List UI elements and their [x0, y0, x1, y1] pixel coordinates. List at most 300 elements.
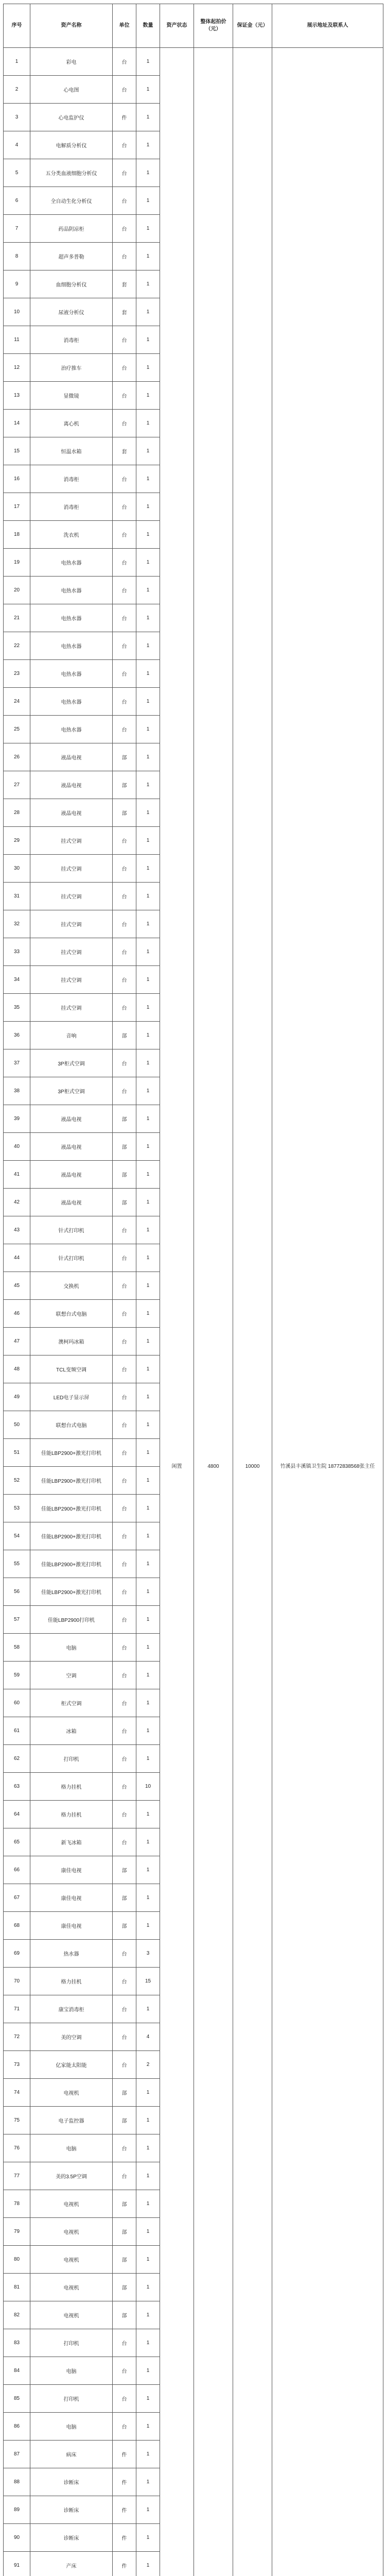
asset-table-body	[4, 48, 383, 2576]
cell-index: 11	[4, 326, 30, 354]
cell-quantity: 1	[136, 382, 160, 410]
cell-unit: 台	[113, 493, 136, 521]
cell-asset-name: 电热水器	[30, 604, 113, 632]
cell-index: 82	[4, 2301, 30, 2329]
cell-index: 49	[4, 1383, 30, 1411]
cell-unit: 台	[113, 1662, 136, 1689]
cell-quantity: 1	[136, 549, 160, 577]
cell-unit: 台	[113, 410, 136, 437]
cell-asset-name: 电视机	[30, 2246, 113, 2274]
cell-unit: 部	[113, 2246, 136, 2274]
cell-index: 86	[4, 2413, 30, 2441]
table-row	[4, 48, 383, 76]
cell-index: 61	[4, 1717, 30, 1745]
cell-index: 18	[4, 521, 30, 549]
cell-unit: 台	[113, 1244, 136, 1272]
cell-unit: 台	[113, 632, 136, 660]
cell-quantity: 1	[136, 771, 160, 799]
cell-index: 54	[4, 1522, 30, 1550]
cell-quantity: 1	[136, 2413, 160, 2441]
cell-asset-name: 针式打印机	[30, 1216, 113, 1244]
cell-quantity: 1	[136, 1161, 160, 1189]
cell-unit: 台	[113, 1383, 136, 1411]
cell-unit: 台	[113, 2385, 136, 2413]
cell-asset-name: 离心机	[30, 410, 113, 437]
cell-asset-name: 电脑	[30, 1634, 113, 1662]
cell-asset-name: 美的3.5P空调	[30, 2162, 113, 2190]
cell-index: 58	[4, 1634, 30, 1662]
cell-asset-name: 热水器	[30, 1940, 113, 1968]
cell-unit: 台	[113, 2329, 136, 2357]
cell-asset-name: 液晶电视	[30, 1133, 113, 1161]
cell-quantity: 1	[136, 1884, 160, 1912]
cell-index: 73	[4, 2051, 30, 2079]
cell-index: 37	[4, 1049, 30, 1077]
cell-unit: 部	[113, 1105, 136, 1133]
cell-unit: 部	[113, 1161, 136, 1189]
cell-unit: 台	[113, 1940, 136, 1968]
cell-asset-name: 血细胞分析仪	[30, 270, 113, 298]
cell-unit: 部	[113, 2079, 136, 2107]
cell-quantity: 1	[136, 1189, 160, 1216]
cell-unit: 台	[113, 604, 136, 632]
cell-index: 35	[4, 994, 30, 1022]
cell-index: 74	[4, 2079, 30, 2107]
cell-quantity: 1	[136, 716, 160, 743]
cell-index: 55	[4, 1550, 30, 1578]
cell-unit: 台	[113, 1272, 136, 1300]
cell-asset-name: 康佳电视	[30, 1884, 113, 1912]
cell-asset-name: 洗衣机	[30, 521, 113, 549]
cell-asset-name: 打印机	[30, 1745, 113, 1773]
cell-asset-name: 康佳电视	[30, 1912, 113, 1940]
cell-unit: 台	[113, 521, 136, 549]
cell-asset-name: 产床	[30, 2552, 113, 2576]
cell-index: 52	[4, 1467, 30, 1495]
cell-quantity: 1	[136, 1828, 160, 1856]
cell-quantity: 1	[136, 465, 160, 493]
cell-index: 91	[4, 2552, 30, 2576]
cell-unit: 台	[113, 1606, 136, 1634]
cell-unit: 台	[113, 2413, 136, 2441]
cell-quantity: 1	[136, 577, 160, 604]
cell-index: 90	[4, 2524, 30, 2552]
cell-index: 33	[4, 938, 30, 966]
header-row	[4, 4, 383, 48]
cell-index: 69	[4, 1940, 30, 1968]
cell-unit: 台	[113, 938, 136, 966]
cell-asset-name: 格力挂机	[30, 1801, 113, 1828]
cell-index: 65	[4, 1828, 30, 1856]
cell-unit: 件	[113, 2524, 136, 2552]
asset-table	[3, 4, 383, 2576]
cell-index: 38	[4, 1077, 30, 1105]
cell-asset-name: 液晶电视	[30, 1161, 113, 1189]
cell-quantity: 1	[136, 1133, 160, 1161]
cell-asset-name: 格力挂机	[30, 1773, 113, 1801]
cell-quantity: 1	[136, 994, 160, 1022]
cell-asset-name: 空调	[30, 1662, 113, 1689]
cell-index: 62	[4, 1745, 30, 1773]
cell-quantity: 1	[136, 2107, 160, 2134]
cell-unit: 台	[113, 966, 136, 994]
cell-index: 6	[4, 187, 30, 215]
cell-unit: 台	[113, 549, 136, 577]
cell-index: 42	[4, 1189, 30, 1216]
cell-index: 68	[4, 1912, 30, 1940]
cell-unit: 台	[113, 159, 136, 187]
cell-index: 4	[4, 131, 30, 159]
asset-list-sheet	[3, 4, 383, 2576]
cell-unit: 台	[113, 382, 136, 410]
cell-quantity: 1	[136, 1077, 160, 1105]
cell-quantity: 1	[136, 2385, 160, 2413]
cell-asset-name: 交换机	[30, 1272, 113, 1300]
cell-asset-name: 诊断床	[30, 2468, 113, 2496]
cell-asset-name: 彩电	[30, 48, 113, 76]
cell-unit: 台	[113, 883, 136, 910]
cell-quantity: 1	[136, 48, 160, 76]
cell-unit: 台	[113, 2023, 136, 2051]
header-asset-name: 资产名称	[30, 4, 113, 48]
cell-quantity: 3	[136, 1940, 160, 1968]
cell-index: 67	[4, 1884, 30, 1912]
cell-index: 25	[4, 716, 30, 743]
cell-quantity: 1	[136, 827, 160, 855]
cell-unit: 台	[113, 1216, 136, 1244]
cell-quantity: 1	[136, 604, 160, 632]
cell-index: 40	[4, 1133, 30, 1161]
cell-quantity: 1	[136, 2190, 160, 2218]
cell-asset-name: 挂式空调	[30, 855, 113, 883]
cell-asset-name: 液晶电视	[30, 771, 113, 799]
cell-quantity: 1	[136, 883, 160, 910]
cell-quantity: 1	[136, 1689, 160, 1717]
cell-index: 3	[4, 104, 30, 131]
cell-index: 17	[4, 493, 30, 521]
cell-index: 5	[4, 159, 30, 187]
cell-unit: 部	[113, 2301, 136, 2329]
cell-asset-name: LED电子显示屏	[30, 1383, 113, 1411]
cell-index: 28	[4, 799, 30, 827]
cell-unit: 台	[113, 688, 136, 716]
cell-index: 19	[4, 549, 30, 577]
cell-index: 72	[4, 2023, 30, 2051]
cell-index: 50	[4, 1411, 30, 1439]
cell-asset-name: 康宝消毒柜	[30, 1995, 113, 2023]
cell-asset-name: 液晶电视	[30, 799, 113, 827]
cell-quantity: 1	[136, 1495, 160, 1522]
cell-quantity: 2	[136, 2051, 160, 2079]
cell-asset-name: 佳能LBP2900+激光打印机	[30, 1467, 113, 1495]
cell-unit: 台	[113, 2162, 136, 2190]
cell-asset-name: 3P柜式空调	[30, 1049, 113, 1077]
cell-unit: 部	[113, 2218, 136, 2246]
cell-quantity: 1	[136, 104, 160, 131]
cell-asset-name: 挂式空调	[30, 910, 113, 938]
cell-index: 70	[4, 1968, 30, 1995]
cell-quantity: 1	[136, 2441, 160, 2468]
cell-unit: 台	[113, 1634, 136, 1662]
cell-index: 31	[4, 883, 30, 910]
cell-unit: 台	[113, 716, 136, 743]
cell-asset-name: 心电监护仪	[30, 104, 113, 131]
cell-index: 57	[4, 1606, 30, 1634]
cell-unit: 台	[113, 76, 136, 104]
cell-asset-name: 电解质分析仪	[30, 131, 113, 159]
cell-asset-name: 病床	[30, 2441, 113, 2468]
cell-unit: 台	[113, 48, 136, 76]
cell-index: 15	[4, 437, 30, 465]
cell-quantity: 1	[136, 1912, 160, 1940]
cell-deposit: 10000	[233, 48, 272, 2576]
cell-index: 46	[4, 1300, 30, 1328]
cell-asset-name: 电热水器	[30, 549, 113, 577]
cell-quantity: 1	[136, 76, 160, 104]
cell-quantity: 1	[136, 410, 160, 437]
cell-asset-name: 亿家能太阳能	[30, 2051, 113, 2079]
cell-unit: 台	[113, 1495, 136, 1522]
cell-index: 14	[4, 410, 30, 437]
cell-asset-name: 针式打印机	[30, 1244, 113, 1272]
cell-index: 13	[4, 382, 30, 410]
cell-index: 56	[4, 1578, 30, 1606]
cell-asset-name: 新飞冰箱	[30, 1828, 113, 1856]
cell-unit: 台	[113, 1077, 136, 1105]
cell-quantity: 1	[136, 1662, 160, 1689]
cell-quantity: 1	[136, 910, 160, 938]
cell-unit: 台	[113, 2051, 136, 2079]
cell-asset-name: 挂式空调	[30, 938, 113, 966]
cell-asset-status: 闲置	[160, 48, 194, 2576]
cell-asset-name: 电视机	[30, 2190, 113, 2218]
cell-index: 48	[4, 1355, 30, 1383]
cell-asset-name: 治疗推车	[30, 354, 113, 382]
cell-unit: 台	[113, 1995, 136, 2023]
cell-unit: 套	[113, 270, 136, 298]
cell-unit: 台	[113, 326, 136, 354]
cell-quantity: 1	[136, 1856, 160, 1884]
cell-asset-name: 电子监控器	[30, 2107, 113, 2134]
cell-index: 59	[4, 1662, 30, 1689]
cell-asset-name: 挂式空调	[30, 827, 113, 855]
cell-quantity: 1	[136, 1049, 160, 1077]
cell-asset-name: 佳能LBP2900+激光打印机	[30, 1578, 113, 1606]
cell-index: 83	[4, 2329, 30, 2357]
cell-unit: 台	[113, 354, 136, 382]
cell-quantity: 1	[136, 2524, 160, 2552]
cell-quantity: 1	[136, 2218, 160, 2246]
header-unit: 单位	[113, 4, 136, 48]
cell-index: 22	[4, 632, 30, 660]
cell-asset-name: 电热水器	[30, 632, 113, 660]
cell-unit: 台	[113, 660, 136, 688]
cell-asset-name: 3P柜式空调	[30, 1077, 113, 1105]
cell-unit: 台	[113, 1689, 136, 1717]
cell-unit: 部	[113, 2190, 136, 2218]
cell-quantity: 1	[136, 660, 160, 688]
cell-quantity: 1	[136, 159, 160, 187]
cell-unit: 台	[113, 827, 136, 855]
cell-unit: 台	[113, 1049, 136, 1077]
cell-quantity: 1	[136, 2162, 160, 2190]
cell-asset-name: 电热水器	[30, 577, 113, 604]
cell-unit: 台	[113, 1411, 136, 1439]
cell-index: 53	[4, 1495, 30, 1522]
cell-quantity: 1	[136, 1328, 160, 1355]
cell-index: 81	[4, 2274, 30, 2301]
cell-index: 63	[4, 1773, 30, 1801]
cell-index: 9	[4, 270, 30, 298]
cell-asset-name: TCL变频空调	[30, 1355, 113, 1383]
cell-asset-name: 显微镜	[30, 382, 113, 410]
cell-quantity: 1	[136, 2079, 160, 2107]
cell-index: 21	[4, 604, 30, 632]
cell-index: 88	[4, 2468, 30, 2496]
cell-unit: 件	[113, 2496, 136, 2524]
cell-quantity: 1	[136, 326, 160, 354]
cell-unit: 台	[113, 910, 136, 938]
cell-unit: 件	[113, 2552, 136, 2576]
cell-asset-name: 全自动生化分析仪	[30, 187, 113, 215]
cell-index: 41	[4, 1161, 30, 1189]
cell-index: 47	[4, 1328, 30, 1355]
cell-asset-name: 佳能LBP2900打印机	[30, 1606, 113, 1634]
cell-quantity: 1	[136, 2357, 160, 2385]
cell-unit: 台	[113, 577, 136, 604]
cell-unit: 台	[113, 855, 136, 883]
cell-asset-name: 佳能LBP2900+激光打印机	[30, 1550, 113, 1578]
cell-quantity: 1	[136, 1467, 160, 1495]
header-deposit: 保证金（元）	[233, 4, 272, 48]
cell-index: 24	[4, 688, 30, 716]
cell-quantity: 1	[136, 187, 160, 215]
cell-quantity: 10	[136, 1773, 160, 1801]
header-quantity: 数量	[136, 4, 160, 48]
cell-asset-name: 联想台式电脑	[30, 1300, 113, 1328]
cell-asset-name: 五分类血液细胞分析仪	[30, 159, 113, 187]
cell-quantity: 1	[136, 938, 160, 966]
cell-index: 27	[4, 771, 30, 799]
cell-asset-name: 佳能LBP2900+激光打印机	[30, 1522, 113, 1550]
cell-asset-name: 电脑	[30, 2413, 113, 2441]
cell-quantity: 1	[136, 521, 160, 549]
cell-quantity: 1	[136, 493, 160, 521]
cell-quantity: 1	[136, 1439, 160, 1467]
cell-asset-name: 液晶电视	[30, 1105, 113, 1133]
cell-asset-name: 电热水器	[30, 660, 113, 688]
cell-unit: 台	[113, 243, 136, 270]
cell-index: 51	[4, 1439, 30, 1467]
cell-quantity: 1	[136, 270, 160, 298]
cell-index: 84	[4, 2357, 30, 2385]
cell-quantity: 1	[136, 2301, 160, 2329]
cell-index: 85	[4, 2385, 30, 2413]
cell-quantity: 1	[136, 1578, 160, 1606]
cell-unit: 部	[113, 2274, 136, 2301]
cell-asset-name: 格力挂机	[30, 1968, 113, 1995]
cell-quantity: 1	[136, 131, 160, 159]
cell-unit: 部	[113, 1133, 136, 1161]
cell-index: 7	[4, 215, 30, 243]
cell-unit: 台	[113, 1467, 136, 1495]
cell-asset-name: 柜式空调	[30, 1689, 113, 1717]
cell-unit: 部	[113, 1884, 136, 1912]
cell-asset-name: 佳能LBP2900+激光打印机	[30, 1495, 113, 1522]
cell-quantity: 1	[136, 743, 160, 771]
cell-quantity: 1	[136, 1634, 160, 1662]
cell-start-price: 4800	[194, 48, 233, 2576]
cell-unit: 台	[113, 131, 136, 159]
cell-unit: 件	[113, 2468, 136, 2496]
cell-quantity: 1	[136, 2274, 160, 2301]
cell-quantity: 1	[136, 1383, 160, 1411]
cell-quantity: 1	[136, 799, 160, 827]
cell-asset-name: 电视机	[30, 2301, 113, 2329]
cell-index: 26	[4, 743, 30, 771]
cell-unit: 部	[113, 2107, 136, 2134]
cell-asset-name: 康佳电视	[30, 1856, 113, 1884]
cell-asset-name: 恒温水箱	[30, 437, 113, 465]
cell-quantity: 1	[136, 215, 160, 243]
cell-asset-name: 佳能LBP2900+激光打印机	[30, 1439, 113, 1467]
cell-quantity: 1	[136, 966, 160, 994]
cell-asset-name: 冰箱	[30, 1717, 113, 1745]
cell-unit: 部	[113, 743, 136, 771]
cell-unit: 部	[113, 1856, 136, 1884]
cell-asset-name: 诊断床	[30, 2524, 113, 2552]
cell-unit: 部	[113, 1912, 136, 1940]
cell-unit: 件	[113, 2441, 136, 2468]
cell-index: 60	[4, 1689, 30, 1717]
cell-unit: 部	[113, 799, 136, 827]
header-asset-status: 资产状态	[160, 4, 194, 48]
cell-quantity: 15	[136, 1968, 160, 1995]
cell-unit: 台	[113, 2357, 136, 2385]
header-index: 序号	[4, 4, 30, 48]
cell-unit: 台	[113, 1550, 136, 1578]
cell-index: 77	[4, 2162, 30, 2190]
cell-index: 87	[4, 2441, 30, 2468]
cell-address-contact: 竹溪县丰溪镇卫生院 18772838568张主任	[272, 48, 383, 2576]
cell-unit: 部	[113, 771, 136, 799]
cell-index: 66	[4, 1856, 30, 1884]
cell-index: 43	[4, 1216, 30, 1244]
cell-quantity: 1	[136, 1300, 160, 1328]
cell-unit: 套	[113, 298, 136, 326]
cell-asset-name: 电脑	[30, 2357, 113, 2385]
cell-quantity: 1	[136, 1995, 160, 2023]
cell-quantity: 1	[136, 632, 160, 660]
cell-quantity: 1	[136, 1105, 160, 1133]
cell-unit: 台	[113, 2134, 136, 2162]
cell-asset-name: 挂式空调	[30, 883, 113, 910]
cell-unit: 台	[113, 465, 136, 493]
header-start-price: 整体起拍价（元）	[194, 4, 233, 48]
cell-asset-name: 电视机	[30, 2079, 113, 2107]
cell-index: 32	[4, 910, 30, 938]
cell-unit: 台	[113, 1968, 136, 1995]
cell-unit: 套	[113, 437, 136, 465]
cell-quantity: 1	[136, 1411, 160, 1439]
cell-asset-name: 消毒柜	[30, 326, 113, 354]
cell-index: 79	[4, 2218, 30, 2246]
cell-index: 30	[4, 855, 30, 883]
cell-quantity: 1	[136, 2134, 160, 2162]
cell-index: 1	[4, 48, 30, 76]
cell-asset-name: 尿液分析仪	[30, 298, 113, 326]
cell-unit: 件	[113, 104, 136, 131]
